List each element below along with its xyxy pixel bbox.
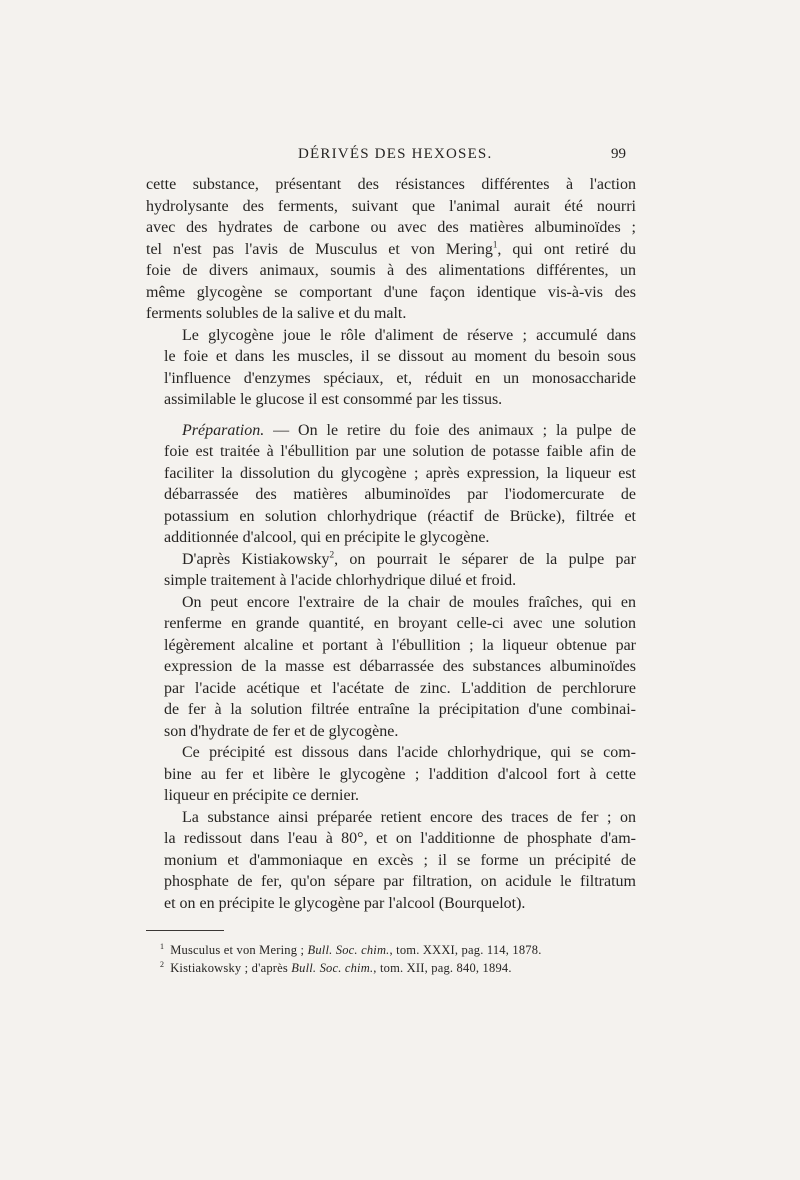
text-line: bine au fer et libère le glycogène ; l'addition d'alcool fort à cette — [164, 765, 636, 783]
paragraph-7 — [146, 807, 636, 915]
text-line: légèrement alcaline et portant à l'ébullition ; la liqueur obtenue par — [164, 636, 636, 654]
body-text — [146, 174, 636, 914]
section-run-in-heading: Préparation. — [182, 421, 265, 439]
footnote-1 — [160, 941, 630, 959]
text-line: débarrassée des matières albuminoïdes par l'iodomercurate de — [164, 486, 636, 503]
text-line: On peut encore l'extraire de la chair de moules fraîches, qui en — [182, 593, 636, 611]
paragraph-6 — [146, 742, 636, 807]
text-line: avec des hydrates de carbone ou avec des matières albuminoïdes ; — [146, 219, 636, 236]
text-line: foie est traitée à l'ébullition par une solution de potasse faible afin de — [164, 443, 636, 460]
text-line: Le glycogène joue le rôle d'aliment de réserve ; accumulé dans — [182, 326, 636, 344]
text-line: phosphate de fer, qu'on sépare par filtration, on acidule le filtratum — [164, 873, 636, 890]
text-line: ferments solubles de la salive et du malt. — [146, 305, 407, 322]
text-line: simple traitement à l'acide chlorhydrique dilué et froid. — [164, 572, 517, 589]
text-line: La substance ainsi préparée retient encore des traces de fer ; on — [182, 808, 636, 826]
paragraph-3 — [146, 420, 636, 549]
text-line: même glycogène se comportant d'une façon identique vis-à-vis des — [146, 283, 636, 301]
footnotes — [160, 941, 630, 977]
footnote-text: , tom. XII, pag. 840, 1894. — [373, 961, 512, 975]
text-line: monium et d'ammoniaque en excès ; il se forme un précipité de — [164, 851, 636, 869]
paragraph-1 — [146, 174, 636, 325]
footnote-text: Musculus et von Mering ; — [170, 943, 308, 957]
journal-title: Bull. Soc. chim. — [307, 943, 390, 957]
text-segment: , on pourrait le séparer de la pulpe par — [334, 550, 636, 568]
text-line: foie de divers animaux, soumis à des alimentations différentes, un — [146, 262, 636, 279]
footnote-mark: 2 — [160, 959, 165, 969]
text-segment: — On le retire du foie des animaux ; la pulpe de — [264, 421, 636, 439]
text-line — [146, 549, 636, 571]
footnote-ref-1: 1 — [492, 239, 498, 250]
text-line: renferme en grande quantité, en broyant celle-ci avec une solution — [164, 615, 636, 632]
footnote-text: Kistiakowsky ; d'après — [170, 961, 292, 975]
text-line: Ce précipité est dissous dans l'acide chlorhydrique, qui se com- — [182, 744, 636, 761]
running-head — [146, 146, 626, 168]
footnote-2 — [160, 959, 630, 977]
journal-title: Bull. Soc. chim. — [291, 961, 374, 975]
text-line: liqueur en précipite ce dernier. — [164, 787, 360, 804]
text-line: et on en précipite le glycogène par l'alcool (Bourquelot). — [164, 894, 526, 912]
text-segment: , qui ont retiré du — [497, 240, 636, 258]
text-line — [146, 420, 636, 442]
text-line: son d'hydrate de fer et de glycogène. — [164, 722, 399, 740]
text-segment: tel n'est pas l'avis de Musculus et von Mering — [146, 240, 493, 258]
running-title: DÉRIVÉS DES HEXOSES. — [298, 146, 493, 162]
text-segment: D'après Kistiakowsky — [182, 550, 330, 568]
text-line: faciliter la dissolution du glycogène ; après expression, la liqueur est — [164, 464, 636, 482]
paragraph-5 — [146, 592, 636, 743]
footnote-divider — [146, 930, 224, 931]
text-line: de fer à la solution filtrée entraîne la précipitation d'une combinai- — [164, 701, 636, 718]
text-line: l'influence d'enzymes spéciaux, et, réduit en un monosaccharide — [164, 369, 636, 387]
text-line: expression de la masse est débarrassée des substances albuminoïdes — [164, 658, 636, 675]
text-line: hydrolysante des ferments, suivant que l'animal aurait été nourri — [146, 197, 636, 215]
page-number: 99 — [611, 146, 626, 162]
text-line: potassium en solution chlorhydrique (réactif de Brücke), filtrée et — [164, 507, 636, 525]
paragraph-2 — [146, 325, 636, 411]
text-line: par l'acide acétique et l'acétate de zinc. L'addition de perchlorure — [164, 679, 636, 697]
text-line: additionnée d'alcool, qui en précipite le glycogène. — [164, 529, 490, 546]
text-line — [146, 239, 636, 261]
text-line: cette substance, présentant des résistances différentes à l'action — [146, 176, 636, 193]
footnote-mark: 1 — [160, 941, 165, 951]
footnote-text: , tom. XXXI, pag. 114, 1878. — [389, 943, 542, 957]
paragraph-4 — [146, 549, 636, 592]
text-line: la redissout dans l'eau à 80°, et on l'additionne de phosphate d'am- — [164, 830, 636, 847]
text-line: le foie et dans les muscles, il se dissout au moment du besoin sous — [164, 348, 636, 365]
footnote-ref-2: 2 — [329, 549, 335, 560]
text-line: assimilable le glucose il est consommé par les tissus. — [164, 391, 503, 408]
